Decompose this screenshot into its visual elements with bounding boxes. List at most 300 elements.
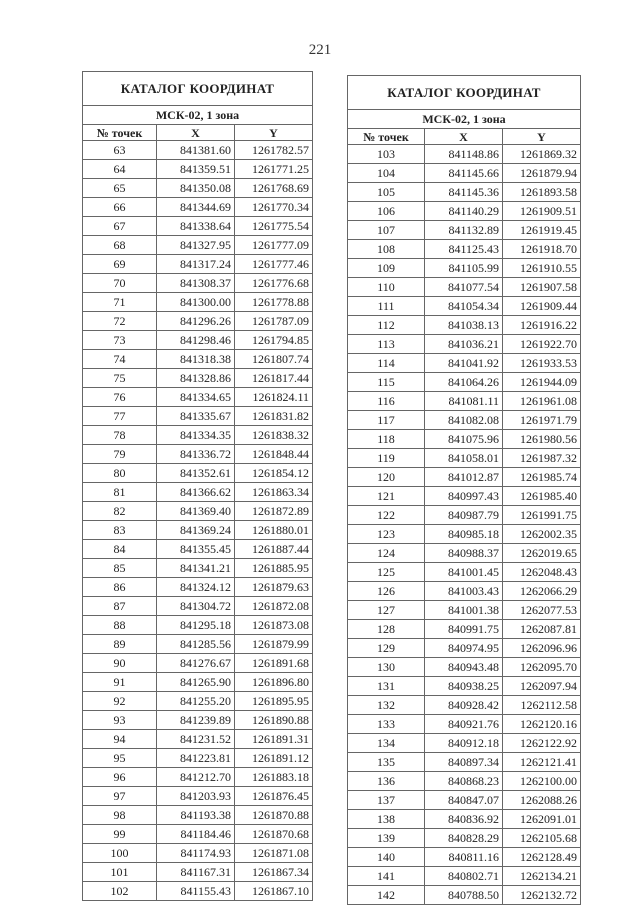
point-number-cell: 80 <box>83 464 157 483</box>
table-row <box>348 734 581 753</box>
y-coordinate-cell: 1261778.88 <box>235 293 313 312</box>
table-row <box>83 236 313 255</box>
y-coordinate-cell: 1261896.80 <box>235 673 313 692</box>
table-row <box>83 787 313 806</box>
x-coordinate-cell: 840912.18 <box>425 734 503 753</box>
y-coordinate-cell: 1261776.68 <box>235 274 313 293</box>
table-row <box>83 654 313 673</box>
table-row <box>348 278 581 297</box>
x-coordinate-cell: 840788.50 <box>425 886 503 905</box>
x-coordinate-cell: 841298.46 <box>157 331 235 350</box>
y-coordinate-cell: 1261907.58 <box>503 278 581 297</box>
y-coordinate-cell: 1261771.25 <box>235 160 313 179</box>
x-coordinate-cell: 840811.16 <box>425 848 503 867</box>
point-number-cell: 137 <box>348 791 425 810</box>
table-row <box>348 487 581 506</box>
x-coordinate-cell: 841255.20 <box>157 692 235 711</box>
point-number-cell: 116 <box>348 392 425 411</box>
x-coordinate-cell: 841276.67 <box>157 654 235 673</box>
table-row <box>348 886 581 905</box>
y-coordinate-cell: 1261893.58 <box>503 183 581 202</box>
y-coordinate-cell: 1261919.45 <box>503 221 581 240</box>
y-coordinate-cell: 1261910.55 <box>503 259 581 278</box>
x-coordinate-cell: 841105.99 <box>425 259 503 278</box>
point-number-cell: 113 <box>348 335 425 354</box>
x-coordinate-cell: 841317.24 <box>157 255 235 274</box>
x-coordinate-cell: 841369.40 <box>157 502 235 521</box>
point-number-cell: 74 <box>83 350 157 369</box>
y-coordinate-cell: 1261909.44 <box>503 297 581 316</box>
table-row <box>348 335 581 354</box>
y-coordinate-cell: 1261891.12 <box>235 749 313 768</box>
y-coordinate-cell: 1262122.92 <box>503 734 581 753</box>
x-coordinate-cell: 841308.37 <box>157 274 235 293</box>
point-number-cell: 84 <box>83 540 157 559</box>
point-number-cell: 68 <box>83 236 157 255</box>
table-row <box>83 882 313 901</box>
y-coordinate-cell: 1261794.85 <box>235 331 313 350</box>
table-row <box>348 677 581 696</box>
table-row <box>348 810 581 829</box>
table-row <box>348 354 581 373</box>
table-row <box>83 502 313 521</box>
table-row <box>83 179 313 198</box>
y-coordinate-cell: 1261777.46 <box>235 255 313 274</box>
point-number-cell: 78 <box>83 426 157 445</box>
table-row <box>83 768 313 787</box>
table-row <box>348 468 581 487</box>
point-number-cell: 64 <box>83 160 157 179</box>
header-x: X <box>425 129 503 145</box>
table-row <box>348 202 581 221</box>
x-coordinate-cell: 841239.89 <box>157 711 235 730</box>
point-number-cell: 65 <box>83 179 157 198</box>
table-row <box>83 160 313 179</box>
x-coordinate-cell: 841334.65 <box>157 388 235 407</box>
table-row <box>83 483 313 502</box>
table-row <box>83 692 313 711</box>
point-number-cell: 110 <box>348 278 425 297</box>
point-number-cell: 117 <box>348 411 425 430</box>
point-number-cell: 90 <box>83 654 157 673</box>
table-row <box>348 506 581 525</box>
y-coordinate-cell: 1261817.44 <box>235 369 313 388</box>
point-number-cell: 135 <box>348 753 425 772</box>
table-row <box>83 540 313 559</box>
x-coordinate-cell: 841193.38 <box>157 806 235 825</box>
zone-label: МСК-02, 1 зона <box>348 110 581 129</box>
x-coordinate-cell: 841167.31 <box>157 863 235 882</box>
point-number-cell: 73 <box>83 331 157 350</box>
y-coordinate-cell: 1261876.45 <box>235 787 313 806</box>
y-coordinate-cell: 1261872.08 <box>235 597 313 616</box>
point-number-cell: 69 <box>83 255 157 274</box>
table-row <box>83 407 313 426</box>
coordinate-catalog-table-left <box>82 71 313 901</box>
y-coordinate-cell: 1261944.09 <box>503 373 581 392</box>
y-coordinate-cell: 1262019.65 <box>503 544 581 563</box>
point-number-cell: 108 <box>348 240 425 259</box>
point-number-cell: 125 <box>348 563 425 582</box>
x-coordinate-cell: 841327.95 <box>157 236 235 255</box>
point-number-cell: 114 <box>348 354 425 373</box>
y-coordinate-cell: 1261872.89 <box>235 502 313 521</box>
table-row <box>83 597 313 616</box>
x-coordinate-cell: 841366.62 <box>157 483 235 502</box>
x-coordinate-cell: 841077.54 <box>425 278 503 297</box>
x-coordinate-cell: 841352.61 <box>157 464 235 483</box>
point-number-cell: 134 <box>348 734 425 753</box>
table-row <box>348 658 581 677</box>
table-row <box>348 544 581 563</box>
y-coordinate-cell: 1261824.11 <box>235 388 313 407</box>
x-coordinate-cell: 840847.07 <box>425 791 503 810</box>
y-coordinate-cell: 1261879.99 <box>235 635 313 654</box>
point-number-cell: 79 <box>83 445 157 464</box>
y-coordinate-cell: 1261870.88 <box>235 806 313 825</box>
point-number-cell: 138 <box>348 810 425 829</box>
coordinate-catalog-table-right <box>347 75 581 905</box>
point-number-cell: 128 <box>348 620 425 639</box>
table-row <box>83 749 313 768</box>
x-coordinate-cell: 841003.43 <box>425 582 503 601</box>
y-coordinate-cell: 1261987.32 <box>503 449 581 468</box>
y-coordinate-cell: 1261807.74 <box>235 350 313 369</box>
x-coordinate-cell: 841335.67 <box>157 407 235 426</box>
x-coordinate-cell: 841328.86 <box>157 369 235 388</box>
y-coordinate-cell: 1262121.41 <box>503 753 581 772</box>
point-number-cell: 127 <box>348 601 425 620</box>
point-number-cell: 94 <box>83 730 157 749</box>
table-row <box>348 183 581 202</box>
x-coordinate-cell: 841038.13 <box>425 316 503 335</box>
x-coordinate-cell: 840828.29 <box>425 829 503 848</box>
y-coordinate-cell: 1261854.12 <box>235 464 313 483</box>
point-number-cell: 129 <box>348 639 425 658</box>
x-coordinate-cell: 841336.72 <box>157 445 235 464</box>
x-coordinate-cell: 841174.93 <box>157 844 235 863</box>
x-coordinate-cell: 841140.29 <box>425 202 503 221</box>
header-x: X <box>157 125 235 141</box>
x-coordinate-cell: 841341.21 <box>157 559 235 578</box>
point-number-cell: 89 <box>83 635 157 654</box>
point-number-cell: 106 <box>348 202 425 221</box>
x-coordinate-cell: 841295.18 <box>157 616 235 635</box>
table-row <box>83 255 313 274</box>
x-coordinate-cell: 840987.79 <box>425 506 503 525</box>
x-coordinate-cell: 841012.87 <box>425 468 503 487</box>
y-coordinate-cell: 1262095.70 <box>503 658 581 677</box>
y-coordinate-cell: 1261867.10 <box>235 882 313 901</box>
page-number: 221 <box>308 42 332 58</box>
x-coordinate-cell: 841184.46 <box>157 825 235 844</box>
table-row <box>83 350 313 369</box>
y-coordinate-cell: 1262096.96 <box>503 639 581 658</box>
table-row <box>348 772 581 791</box>
x-coordinate-cell: 840868.23 <box>425 772 503 791</box>
point-number-cell: 111 <box>348 297 425 316</box>
y-coordinate-cell: 1261891.31 <box>235 730 313 749</box>
point-number-cell: 121 <box>348 487 425 506</box>
point-number-cell: 95 <box>83 749 157 768</box>
point-number-cell: 88 <box>83 616 157 635</box>
x-coordinate-cell: 841132.89 <box>425 221 503 240</box>
y-coordinate-cell: 1261887.44 <box>235 540 313 559</box>
table-row <box>348 392 581 411</box>
x-coordinate-cell: 841041.92 <box>425 354 503 373</box>
x-coordinate-cell: 841155.43 <box>157 882 235 901</box>
y-coordinate-cell: 1261869.32 <box>503 145 581 164</box>
point-number-cell: 122 <box>348 506 425 525</box>
x-coordinate-cell: 841064.26 <box>425 373 503 392</box>
y-coordinate-cell: 1261848.44 <box>235 445 313 464</box>
point-number-cell: 76 <box>83 388 157 407</box>
point-number-cell: 81 <box>83 483 157 502</box>
table-row <box>83 464 313 483</box>
x-coordinate-cell: 841223.81 <box>157 749 235 768</box>
point-number-cell: 87 <box>83 597 157 616</box>
y-coordinate-cell: 1261770.34 <box>235 198 313 217</box>
point-number-cell: 66 <box>83 198 157 217</box>
x-coordinate-cell: 840897.34 <box>425 753 503 772</box>
y-coordinate-cell: 1261890.88 <box>235 711 313 730</box>
x-coordinate-cell: 841082.08 <box>425 411 503 430</box>
table-row <box>83 711 313 730</box>
table-row <box>348 715 581 734</box>
table-row <box>83 863 313 882</box>
point-number-cell: 126 <box>348 582 425 601</box>
table-row <box>348 791 581 810</box>
point-number-cell: 72 <box>83 312 157 331</box>
y-coordinate-cell: 1261867.34 <box>235 863 313 882</box>
point-number-cell: 132 <box>348 696 425 715</box>
x-coordinate-cell: 840836.92 <box>425 810 503 829</box>
y-coordinate-cell: 1261909.51 <box>503 202 581 221</box>
x-coordinate-cell: 841145.36 <box>425 183 503 202</box>
y-coordinate-cell: 1261870.68 <box>235 825 313 844</box>
table-row <box>83 616 313 635</box>
y-coordinate-cell: 1262091.01 <box>503 810 581 829</box>
y-coordinate-cell: 1261922.70 <box>503 335 581 354</box>
x-coordinate-cell: 841001.38 <box>425 601 503 620</box>
table-row <box>348 145 581 164</box>
point-number-cell: 123 <box>348 525 425 544</box>
x-coordinate-cell: 841355.45 <box>157 540 235 559</box>
table-row <box>83 806 313 825</box>
point-number-cell: 120 <box>348 468 425 487</box>
point-number-cell: 93 <box>83 711 157 730</box>
y-coordinate-cell: 1261787.09 <box>235 312 313 331</box>
y-coordinate-cell: 1261871.08 <box>235 844 313 863</box>
table-row <box>83 426 313 445</box>
y-coordinate-cell: 1261863.34 <box>235 483 313 502</box>
point-number-cell: 101 <box>83 863 157 882</box>
y-coordinate-cell: 1261775.54 <box>235 217 313 236</box>
header-y: Y <box>503 129 581 145</box>
y-coordinate-cell: 1262128.49 <box>503 848 581 867</box>
table-row <box>83 578 313 597</box>
point-number-cell: 141 <box>348 867 425 886</box>
header-point-number: № точек <box>83 125 157 141</box>
x-coordinate-cell: 841296.26 <box>157 312 235 331</box>
point-number-cell: 91 <box>83 673 157 692</box>
y-coordinate-cell: 1262112.58 <box>503 696 581 715</box>
table-row <box>348 373 581 392</box>
x-coordinate-cell: 841058.01 <box>425 449 503 468</box>
table-row <box>348 411 581 430</box>
table-row <box>83 445 313 464</box>
y-coordinate-cell: 1261777.09 <box>235 236 313 255</box>
table-row <box>83 312 313 331</box>
x-coordinate-cell: 841145.66 <box>425 164 503 183</box>
point-number-cell: 67 <box>83 217 157 236</box>
y-coordinate-cell: 1261782.57 <box>235 141 313 160</box>
y-coordinate-cell: 1261891.68 <box>235 654 313 673</box>
x-coordinate-cell: 841350.08 <box>157 179 235 198</box>
y-coordinate-cell: 1261883.18 <box>235 768 313 787</box>
x-coordinate-cell: 841231.52 <box>157 730 235 749</box>
point-number-cell: 133 <box>348 715 425 734</box>
y-coordinate-cell: 1262120.16 <box>503 715 581 734</box>
point-number-cell: 140 <box>348 848 425 867</box>
y-coordinate-cell: 1261971.79 <box>503 411 581 430</box>
y-coordinate-cell: 1261991.75 <box>503 506 581 525</box>
x-coordinate-cell: 840991.75 <box>425 620 503 639</box>
table-row <box>348 829 581 848</box>
y-coordinate-cell: 1261961.08 <box>503 392 581 411</box>
table-row <box>83 825 313 844</box>
x-coordinate-cell: 841265.90 <box>157 673 235 692</box>
table-row <box>348 867 581 886</box>
table-title: КАТАЛОГ КООРДИНАТ <box>348 76 581 110</box>
table-row <box>348 601 581 620</box>
table-row <box>83 198 313 217</box>
point-number-cell: 85 <box>83 559 157 578</box>
x-coordinate-cell: 841304.72 <box>157 597 235 616</box>
point-number-cell: 124 <box>348 544 425 563</box>
table-row <box>348 449 581 468</box>
table-row <box>83 730 313 749</box>
x-coordinate-cell: 841300.00 <box>157 293 235 312</box>
y-coordinate-cell: 1261985.40 <box>503 487 581 506</box>
point-number-cell: 100 <box>83 844 157 863</box>
x-coordinate-cell: 841344.69 <box>157 198 235 217</box>
x-coordinate-cell: 840802.71 <box>425 867 503 886</box>
point-number-cell: 96 <box>83 768 157 787</box>
y-coordinate-cell: 1261985.74 <box>503 468 581 487</box>
x-coordinate-cell: 840943.48 <box>425 658 503 677</box>
table-title: КАТАЛОГ КООРДИНАТ <box>83 72 313 106</box>
table-row <box>348 164 581 183</box>
y-coordinate-cell: 1261880.01 <box>235 521 313 540</box>
x-coordinate-cell: 840988.37 <box>425 544 503 563</box>
table-row <box>83 217 313 236</box>
y-coordinate-cell: 1262097.94 <box>503 677 581 696</box>
table-row <box>348 525 581 544</box>
x-coordinate-cell: 841036.21 <box>425 335 503 354</box>
y-coordinate-cell: 1262088.26 <box>503 791 581 810</box>
table-row <box>83 673 313 692</box>
x-coordinate-cell: 841081.11 <box>425 392 503 411</box>
x-coordinate-cell: 841334.35 <box>157 426 235 445</box>
x-coordinate-cell: 841324.12 <box>157 578 235 597</box>
point-number-cell: 142 <box>348 886 425 905</box>
table-row <box>348 240 581 259</box>
x-coordinate-cell: 840985.18 <box>425 525 503 544</box>
y-coordinate-cell: 1261831.82 <box>235 407 313 426</box>
y-coordinate-cell: 1261768.69 <box>235 179 313 198</box>
point-number-cell: 63 <box>83 141 157 160</box>
y-coordinate-cell: 1262077.53 <box>503 601 581 620</box>
x-coordinate-cell: 841369.24 <box>157 521 235 540</box>
point-number-cell: 109 <box>348 259 425 278</box>
point-number-cell: 112 <box>348 316 425 335</box>
table-row <box>348 297 581 316</box>
y-coordinate-cell: 1261980.56 <box>503 430 581 449</box>
table-row <box>348 563 581 582</box>
point-number-cell: 99 <box>83 825 157 844</box>
y-coordinate-cell: 1262048.43 <box>503 563 581 582</box>
table-row <box>83 559 313 578</box>
x-coordinate-cell: 841148.86 <box>425 145 503 164</box>
table-row <box>348 221 581 240</box>
table-row <box>83 388 313 407</box>
x-coordinate-cell: 840921.76 <box>425 715 503 734</box>
zone-label: МСК-02, 1 зона <box>83 106 313 125</box>
table-row <box>348 259 581 278</box>
table-row <box>83 293 313 312</box>
point-number-cell: 70 <box>83 274 157 293</box>
point-number-cell: 130 <box>348 658 425 677</box>
y-coordinate-cell: 1262066.29 <box>503 582 581 601</box>
x-coordinate-cell: 840997.43 <box>425 487 503 506</box>
point-number-cell: 103 <box>348 145 425 164</box>
point-number-cell: 86 <box>83 578 157 597</box>
y-coordinate-cell: 1261879.63 <box>235 578 313 597</box>
point-number-cell: 97 <box>83 787 157 806</box>
table-row <box>348 639 581 658</box>
table-row <box>83 274 313 293</box>
x-coordinate-cell: 841001.45 <box>425 563 503 582</box>
point-number-cell: 107 <box>348 221 425 240</box>
y-coordinate-cell: 1262002.35 <box>503 525 581 544</box>
point-number-cell: 82 <box>83 502 157 521</box>
table-row <box>348 430 581 449</box>
y-coordinate-cell: 1262100.00 <box>503 772 581 791</box>
x-coordinate-cell: 841125.43 <box>425 240 503 259</box>
point-number-cell: 136 <box>348 772 425 791</box>
y-coordinate-cell: 1261838.32 <box>235 426 313 445</box>
y-coordinate-cell: 1261879.94 <box>503 164 581 183</box>
y-coordinate-cell: 1261895.95 <box>235 692 313 711</box>
x-coordinate-cell: 841359.51 <box>157 160 235 179</box>
y-coordinate-cell: 1262132.72 <box>503 886 581 905</box>
table-row <box>83 331 313 350</box>
y-coordinate-cell: 1261873.08 <box>235 616 313 635</box>
y-coordinate-cell: 1261885.95 <box>235 559 313 578</box>
point-number-cell: 77 <box>83 407 157 426</box>
x-coordinate-cell: 841212.70 <box>157 768 235 787</box>
table-row <box>83 521 313 540</box>
table-row <box>348 753 581 772</box>
x-coordinate-cell: 841054.34 <box>425 297 503 316</box>
point-number-cell: 139 <box>348 829 425 848</box>
point-number-cell: 115 <box>348 373 425 392</box>
table-row <box>348 848 581 867</box>
y-coordinate-cell: 1261916.22 <box>503 316 581 335</box>
header-point-number: № точек <box>348 129 425 145</box>
y-coordinate-cell: 1262105.68 <box>503 829 581 848</box>
